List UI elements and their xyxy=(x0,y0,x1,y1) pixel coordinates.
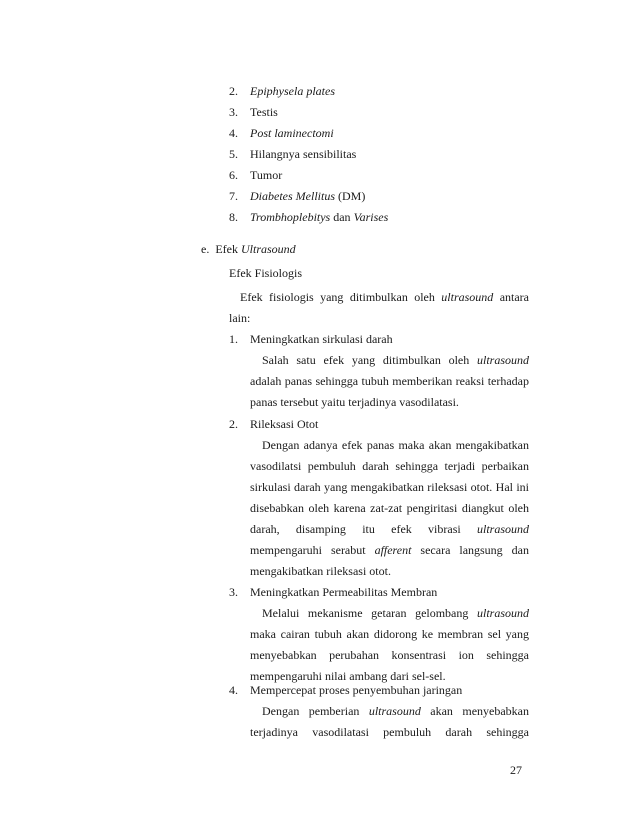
list-item-text xyxy=(250,210,388,225)
effect-number: 4. xyxy=(229,683,238,697)
italic-text: Trombhoplebitys xyxy=(250,210,331,224)
list-item-text xyxy=(250,105,278,120)
paragraph-line xyxy=(262,606,529,621)
section-title: Efek Ultrasound xyxy=(215,242,296,256)
text-segment: menyebabkan perubahan konsentrasi ion sehingga xyxy=(250,648,529,662)
paragraph-line xyxy=(250,480,529,495)
effect-title: Meningkatkan Permeabilitas Membran xyxy=(250,585,438,599)
effect-title: Rileksasi Otot xyxy=(250,417,319,431)
list-number: 8. xyxy=(229,210,238,224)
text-segment: Dengan pemberian xyxy=(262,704,369,718)
italic-text: ultrasound xyxy=(368,704,421,718)
text-segment: Efek fisiologis yang ditimbulkan oleh xyxy=(240,290,442,304)
italic-text: ultrasound xyxy=(476,353,529,367)
paragraph-line xyxy=(250,395,459,410)
paragraph-line xyxy=(250,725,529,740)
paragraph-line xyxy=(250,543,529,558)
list-number: 3. xyxy=(229,105,238,119)
list-number: 4. xyxy=(229,126,238,140)
text-segment: disebabkan oleh karena zat-zat pengiritasi diangkut oleh xyxy=(250,501,529,515)
text-segment: Melalui mekanisme getaran gelombang xyxy=(262,606,477,620)
effect-number: 1. xyxy=(229,332,238,346)
page-number: 27 xyxy=(510,763,522,777)
effect-number: 3. xyxy=(229,585,238,599)
text-segment: mempengaruhi serabut xyxy=(250,543,375,557)
effect-title: Mempercepat proses penyembuhan jaringan xyxy=(250,683,463,697)
text-segment: terjadinya vasodilatasi pembuluh darah sehingga xyxy=(250,725,529,739)
text-segment: darah, disamping itu efek vibrasi xyxy=(250,522,477,536)
paragraph-line xyxy=(262,353,529,368)
list-item-text xyxy=(250,84,335,99)
list-number: 5. xyxy=(229,147,238,161)
text-segment: vasodilatsi pembuluh darah sehingga terjadi perbaikan xyxy=(250,459,529,473)
list-item-text xyxy=(250,189,365,204)
text-segment: antara xyxy=(493,290,529,304)
text-segment: secara langsung dan xyxy=(411,543,529,557)
text-segment: Salah satu efek yang ditimbulkan oleh xyxy=(262,353,477,367)
italic-text: afferent xyxy=(374,543,412,557)
intro-line-1 xyxy=(240,290,529,305)
text-segment: sirkulasi darah yang mengakibatkan rileksasi otot. Hal ini xyxy=(250,480,529,494)
intro-line-2: lain: xyxy=(229,311,251,325)
italic-text: ultrasound xyxy=(441,290,494,304)
list-item-text xyxy=(250,126,334,141)
italic-text: Diabetes Mellitus xyxy=(250,189,335,203)
paragraph-line xyxy=(250,648,529,663)
text-segment: Tumor xyxy=(250,168,283,182)
paragraph-line xyxy=(262,438,529,453)
italic-text: Post laminectomi xyxy=(250,126,334,140)
section-letter: e. xyxy=(201,242,210,256)
section-heading xyxy=(201,242,296,257)
subheading: Efek Fisiologis xyxy=(229,266,303,280)
text-segment: akan menyebabkan xyxy=(420,704,529,718)
effect-title: Meningkatkan sirkulasi darah xyxy=(250,332,393,346)
text-segment: (DM) xyxy=(334,189,366,203)
list-item-text xyxy=(250,168,282,183)
italic-text: ultrasound xyxy=(476,606,529,620)
text-segment: panas tersebut yaitu terjadinya vasodilatasi. xyxy=(250,395,459,409)
text-segment: Testis xyxy=(250,105,278,119)
italic-text: Varises xyxy=(353,210,389,224)
text-segment: adalah panas sehingga tubuh memberikan reaksi terhadap xyxy=(250,374,529,388)
italic-text: Epiphysela plates xyxy=(250,84,335,98)
list-number: 6. xyxy=(229,168,238,182)
list-item-text xyxy=(250,147,356,162)
text-segment: maka cairan tubuh akan didorong ke membran sel yang xyxy=(250,627,529,641)
paragraph-line xyxy=(250,564,391,579)
paragraph-line xyxy=(250,522,529,537)
text-segment: dan xyxy=(330,210,354,224)
list-number: 2. xyxy=(229,84,238,98)
text-segment: Hilangnya sensibilitas xyxy=(250,147,357,161)
text-segment: Dengan adanya efek panas maka akan mengakibatkan xyxy=(262,438,529,452)
text-segment: mempengaruhi nilai ambang dari sel-sel. xyxy=(250,669,446,683)
paragraph-line xyxy=(250,459,529,474)
paragraph-line xyxy=(250,374,529,389)
list-number: 7. xyxy=(229,189,238,203)
paragraph-line xyxy=(250,627,529,642)
italic-text: ultrasound xyxy=(476,522,529,536)
text-segment: mengakibatkan rileksasi otot. xyxy=(250,564,391,578)
paragraph-line xyxy=(250,669,446,684)
paragraph-line xyxy=(262,704,529,719)
paragraph-line xyxy=(250,501,529,516)
effect-number: 2. xyxy=(229,417,238,431)
